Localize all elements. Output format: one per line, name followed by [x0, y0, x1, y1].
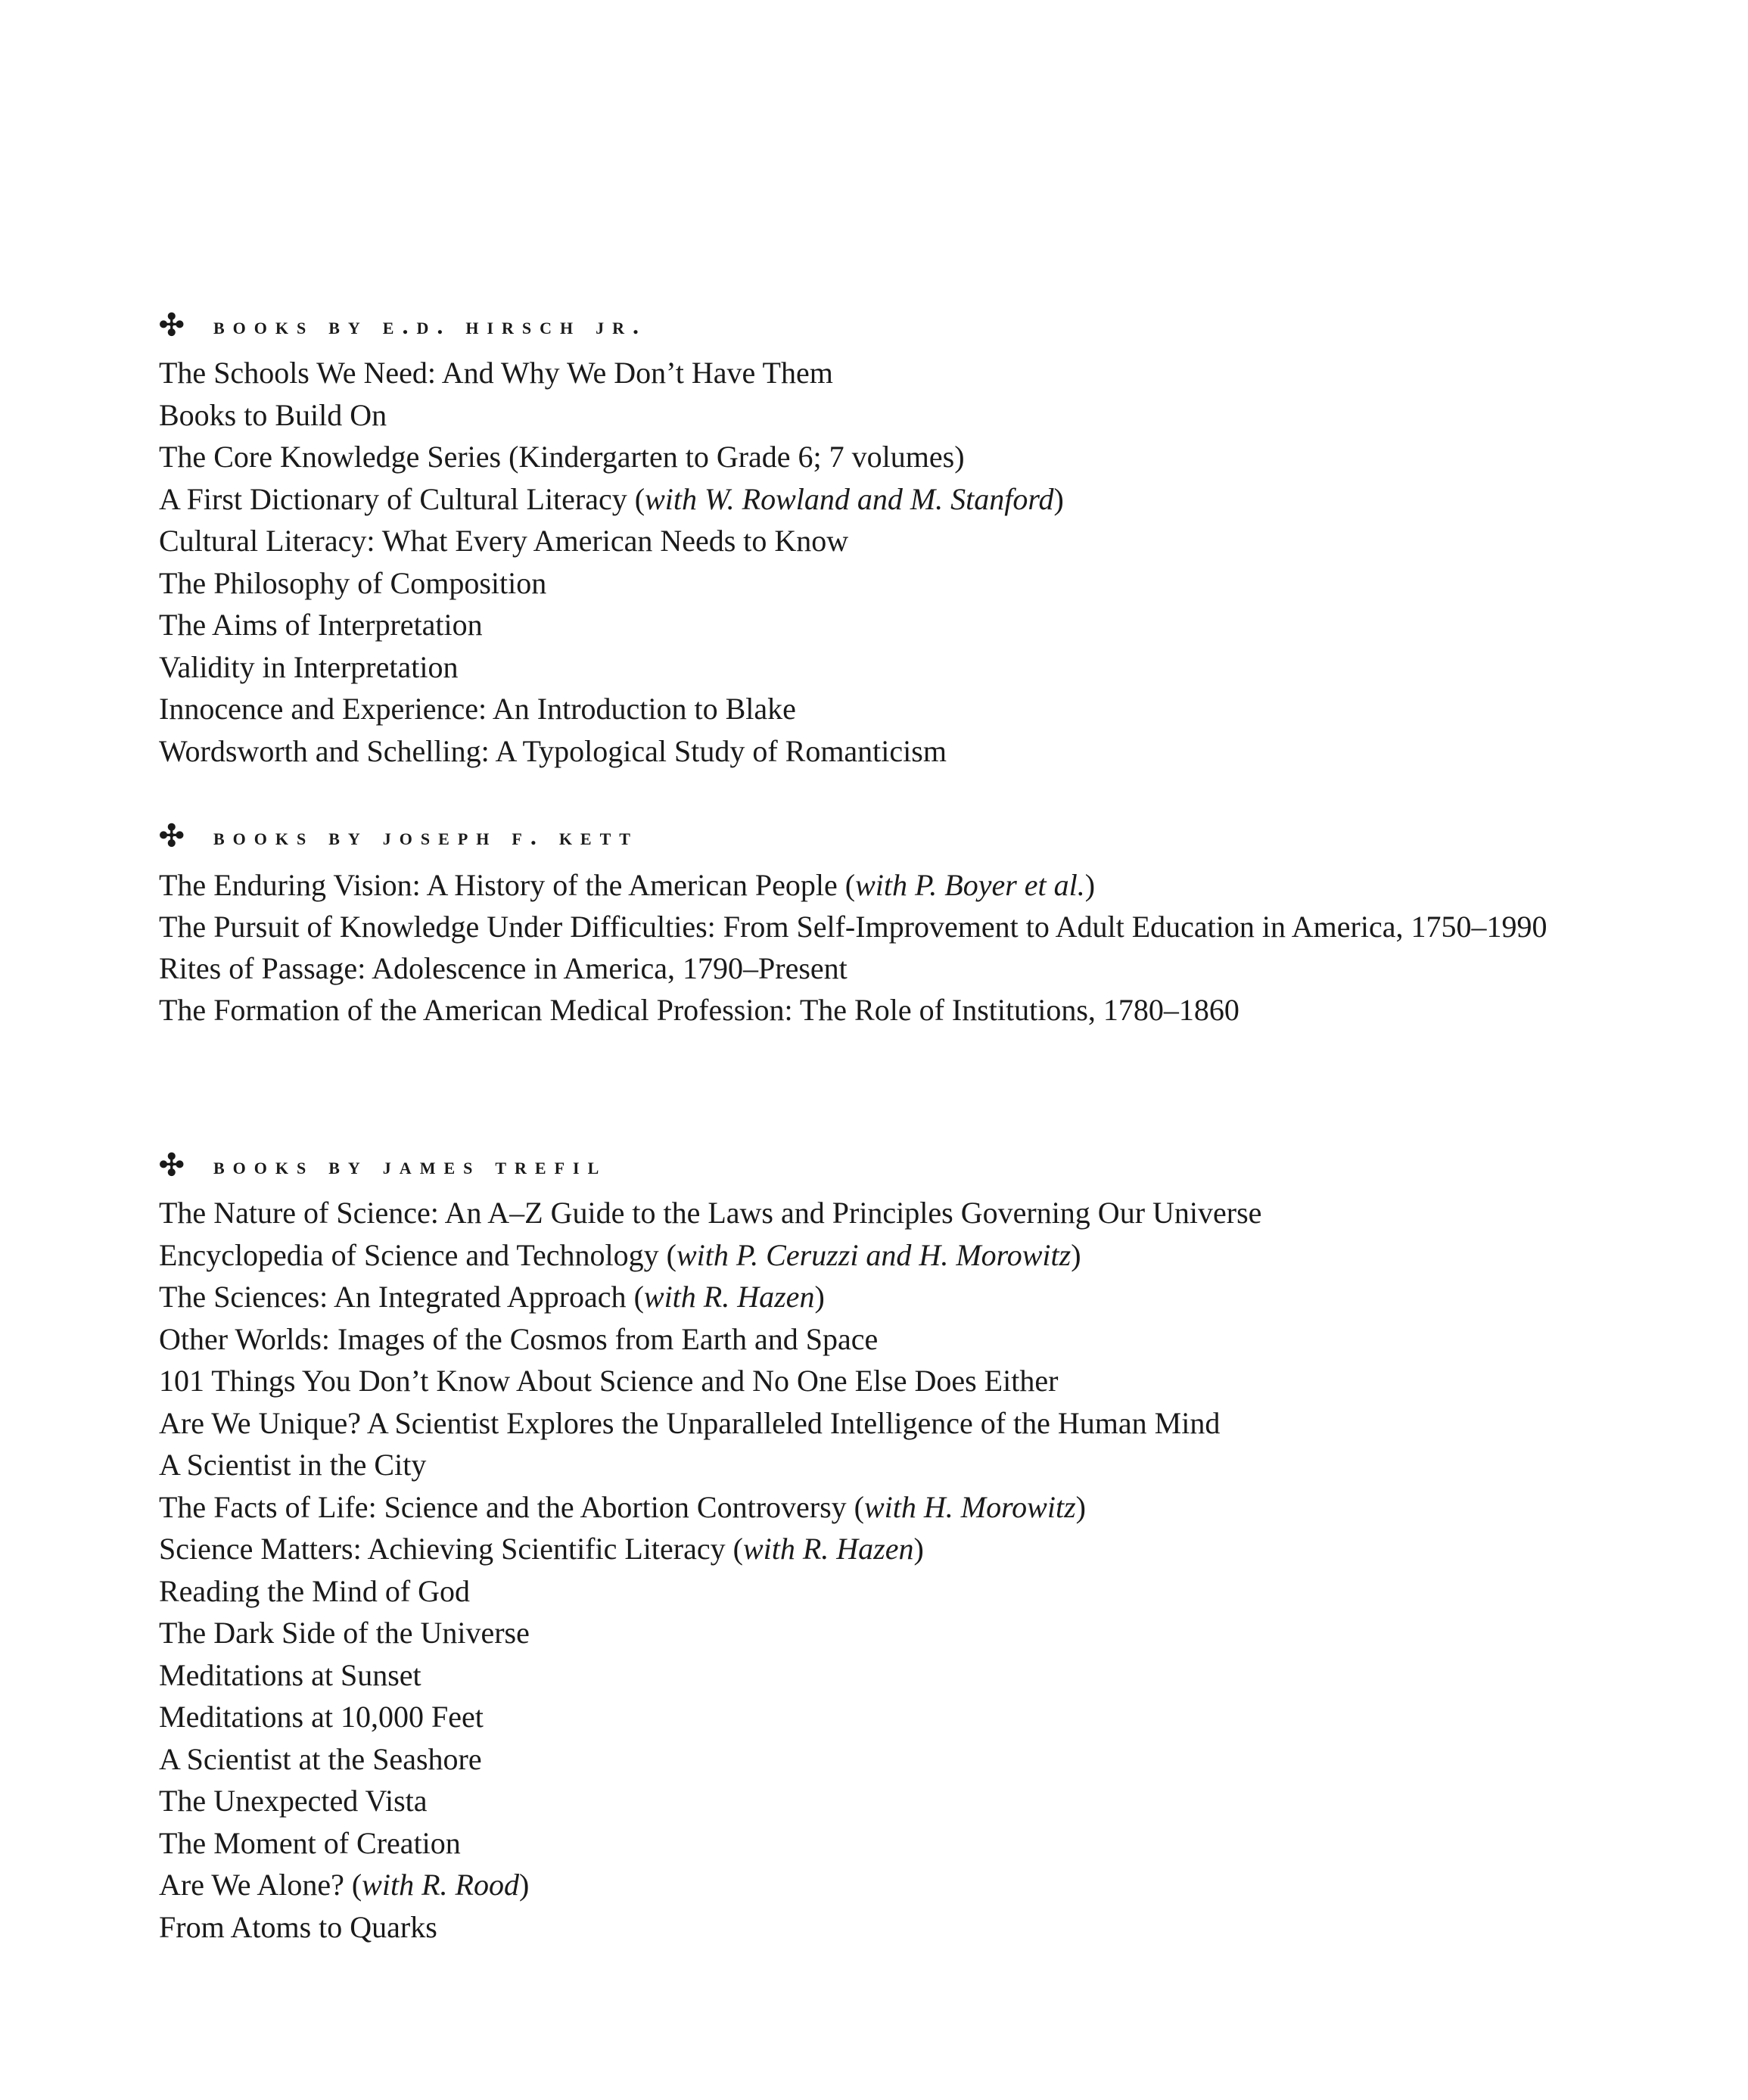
book-title: Cultural Literacy: What Every American Needs to Know — [159, 524, 849, 558]
book-coauthors: with R. Hazen — [742, 1532, 914, 1566]
book-entry — [159, 1658, 1597, 1693]
book-entry — [159, 650, 1597, 685]
book-list-page — [159, 0, 1597, 2100]
book-title: Meditations at 10,000 Feet — [159, 1700, 484, 1734]
book-title: The Nature of Science: An A–Z Guide to the Laws and Principles Governing Our Universe — [159, 1196, 1262, 1230]
book-coauthors: with R. Hazen — [643, 1280, 815, 1314]
book-entry — [159, 1826, 1597, 1861]
book-entry — [159, 692, 1597, 726]
book-title: Are We Alone? — [159, 1868, 344, 1902]
book-title: Are We Unique? A Scientist Explores the Unparalleled Intelligence of the Human Mind — [159, 1405, 1221, 1440]
book-title: Rites of Passage: Adolescence in America, 1790–Present — [159, 951, 848, 985]
book-title: A First Dictionary of Cultural Literacy — [159, 481, 627, 516]
book-coauthors: with R. Rood — [362, 1868, 519, 1902]
book-title: The Facts of Life: Science and the Abortion Controversy — [159, 1489, 847, 1524]
book-title: The Formation of the American Medical Profession: The Role of Institutions, 1780–1860 — [159, 993, 1239, 1027]
book-entry: The Facts of Life: Science and the Abortion Controversy (with H. Morowitz) — [159, 1489, 1086, 1524]
book-coauthors: with W. Rowland and M. Stanford — [645, 481, 1054, 516]
book-entry — [159, 951, 1597, 986]
section-heading-text: books by joseph f. kett — [213, 822, 639, 850]
book-title: From Atoms to Quarks — [159, 1909, 437, 1944]
book-entry — [159, 993, 1597, 1028]
book-title: The Aims of Interpretation — [159, 608, 483, 642]
book-entry: The Enduring Vision: A History of the American People (with P. Boyer et al.) — [159, 868, 1096, 902]
book-entry — [159, 734, 1597, 769]
book-title: The Schools We Need: And Why We Don’t Have Them — [159, 356, 833, 390]
book-title: Science Matters: Achieving Scientific Literacy — [159, 1532, 726, 1566]
book-entry — [159, 1616, 1597, 1650]
book-title: The Core Knowledge Series (Kindergarten to Grade 6; 7 volumes) — [159, 440, 965, 474]
book-title: A Scientist in the City — [159, 1448, 427, 1482]
section-trefil — [159, 1143, 1597, 1952]
book-entry — [159, 1196, 1597, 1230]
book-title: The Enduring Vision: A History of the American People — [159, 868, 838, 902]
book-entry — [159, 566, 1597, 601]
book-entry — [159, 440, 1597, 474]
book-title: Books to Build On — [159, 397, 387, 432]
book-entry: A First Dictionary of Cultural Literacy (with W. Rowland and M. Stanford) — [159, 481, 1064, 516]
book-title: A Scientist at the Seashore — [159, 1741, 482, 1776]
book-list — [159, 356, 1597, 769]
ornament-icon: ✣ — [159, 819, 185, 853]
book-title: Encyclopedia of Science and Technology — [159, 1237, 659, 1272]
book-title: The Philosophy of Composition — [159, 565, 547, 600]
book-entry — [159, 1700, 1597, 1734]
book-entry — [159, 398, 1597, 433]
book-entry — [159, 1448, 1597, 1482]
book-entry — [159, 1406, 1597, 1441]
book-title: Meditations at Sunset — [159, 1657, 421, 1692]
book-list — [159, 1196, 1597, 1945]
book-title: Validity in Interpretation — [159, 649, 459, 684]
section-heading — [159, 303, 1597, 348]
section-heading-text: books by james trefil — [213, 1151, 608, 1179]
book-title: Wordsworth and Schelling: A Typological Study of Romanticism — [159, 733, 947, 768]
book-title: 101 Things You Don’t Know About Science and No One Else Does Either — [159, 1364, 1059, 1398]
book-title: Innocence and Experience: An Introduction to Blake — [159, 692, 796, 726]
book-entry — [159, 910, 1597, 944]
book-entry — [159, 1322, 1597, 1357]
section-heading — [159, 814, 1597, 859]
book-coauthors: with P. Boyer et al. — [855, 868, 1085, 902]
book-list — [159, 868, 1597, 1028]
book-coauthors: with H. Morowitz — [863, 1489, 1076, 1524]
book-title: The Unexpected Vista — [159, 1784, 428, 1818]
book-title: The Sciences: An Integrated Approach — [159, 1280, 627, 1314]
book-entry: Are We Alone? (with R. Rood) — [159, 1868, 530, 1902]
section-heading-text: books by e.d. hirsch jr. — [213, 311, 648, 339]
book-entry: Encyclopedia of Science and Technology (with P. Ceruzzi and H. Morowitz) — [159, 1237, 1081, 1272]
book-title: Other Worlds: Images of the Cosmos from Earth and Space — [159, 1321, 879, 1356]
book-entry — [159, 1574, 1597, 1609]
book-entry — [159, 1784, 1597, 1818]
book-entry — [159, 1910, 1597, 1945]
book-coauthors: with P. Ceruzzi and H. Morowitz — [676, 1237, 1072, 1272]
ornament-icon: ✣ — [159, 308, 185, 342]
book-title: The Pursuit of Knowledge Under Difficulties: From Self-Improvement to Adult Education in America, 1750–1990 — [159, 910, 1547, 944]
book-entry: Science Matters: Achieving Scientific Literacy (with R. Hazen) — [159, 1532, 924, 1566]
book-entry — [159, 608, 1597, 642]
section-kett — [159, 814, 1597, 1034]
book-entry: The Sciences: An Integrated Approach (with R. Hazen) — [159, 1280, 825, 1314]
book-title: Reading the Mind of God — [159, 1573, 471, 1608]
section-heading — [159, 1143, 1597, 1188]
book-entry — [159, 524, 1597, 558]
section-hirsch — [159, 303, 1597, 776]
book-entry — [159, 1742, 1597, 1777]
book-title: The Dark Side of the Universe — [159, 1616, 530, 1650]
book-title: The Moment of Creation — [159, 1825, 461, 1860]
ornament-icon: ✣ — [159, 1148, 185, 1182]
book-entry — [159, 356, 1597, 390]
book-entry — [159, 1364, 1597, 1398]
